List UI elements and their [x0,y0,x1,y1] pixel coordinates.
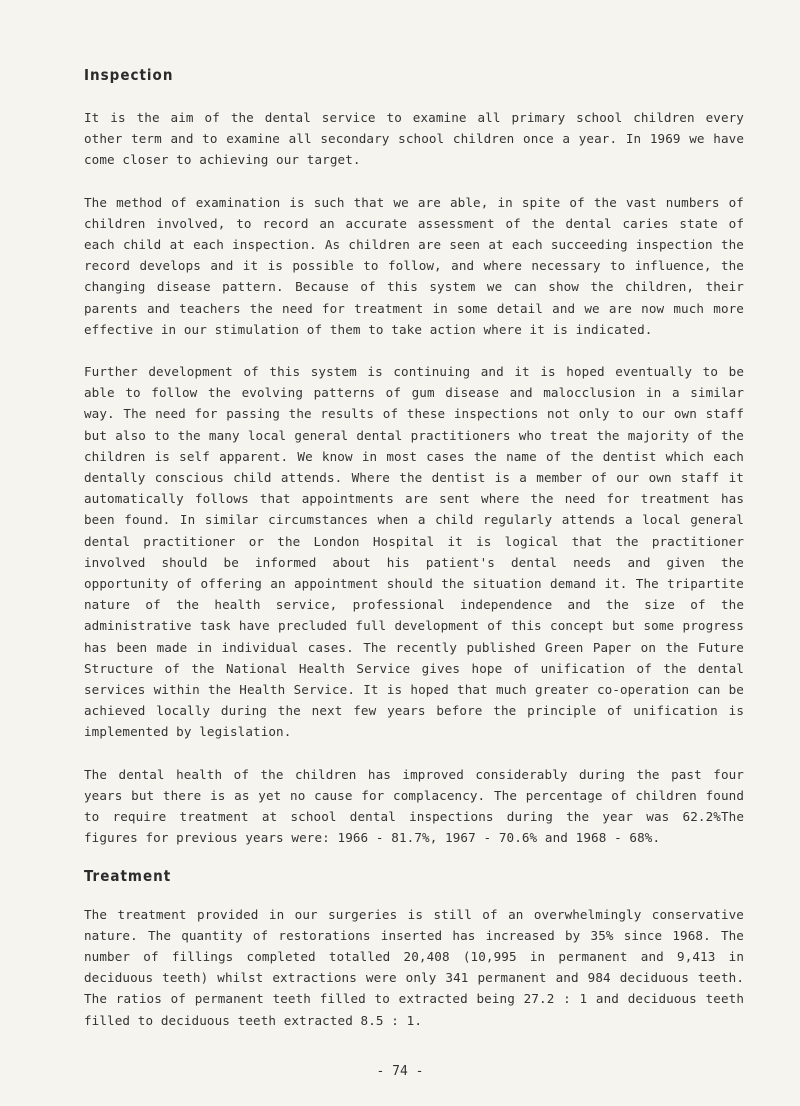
treatment-paragraph-1: The treatment provided in our surgeries is still of an overwhelmingly conservative nature. The quantity of restorations inserted has increased by 35% since 1968. The number of fillings completed totalled 20,408 (10,995 in permanent and 9,413 in deciduous teeth) whilst extractions were only 341 permanent and 984 deciduous teeth. The ratios of permanent teeth filled to extracted being 27.2 : 1 and deciduous teeth filled to deciduous teeth extracted 8.5 : 1. [84,906,744,1028]
inspection-paragraph-4: The dental health of the children has improved considerably during the past four years but there is as yet no cause for complacency. The percentage of children found to require treatment at school dental inspections during the year was 62.2%The figures for previous years were: 1966 - 81.7%, 1967 - 70.6% and 1968 - 68%. [84,766,744,846]
inspection-paragraph-2: The method of examination is such that we are able, in spite of the vast numbers of children involved, to record an accurate assessment of the dental caries state of each child at each inspection. As children are seen at each succeeding inspection the record develops and it is possible to follow, and where necessary to influence, the changing disease pattern. Because of this system we can show the children, their parents and teachers the need for treatment in some detail and we are now much more effective in our stimulation of them to take action where it is indicated. [84,194,744,337]
inspection-paragraph-1: It is the aim of the dental service to examine all primary school children every other term and to examine all secondary school children once a year. In 1969 we have come closer to achieving our target. [84,110,744,168]
inspection-heading: Inspection [84,66,174,84]
treatment-heading: Treatment [84,866,172,885]
inspection-paragraph-3: Further development of this system is continuing and it is hoped eventually to be able to follow the evolving patterns of gum disease and malocclusion in a similar way. The need for passing the results of these inspections not only to our own staff but also to the many local general dental practitioners who treat the majority of the children is self apparent. We know in most cases the name of the dentist which each dentally conscious child attends. Where the dentist is a member of our own staff it automatically follows that appointments are sent where the need for treatment has been found. In similar circumstances when a child regularly attends a local general dental practitioner or the London Hospital it is logical that the practitioner involved should be informed about his patient's dental needs and given the opportunity of offering an appointment should the situation demand it. The tripartite nature of the health service, professional independence and the size of the administrative task have precluded full development of this concept but some progress has been made in individual cases. The recently published Green Paper on the Future Structure of the National Health Service gives hope of unification of the dental services within the Health Service. It is hoped that much greater co-operation can be achieved locally during the next few years before the principle of unification is implemented by legislation. [84,364,744,740]
page-number: - 74 - [376,1064,424,1079]
document-page [84,66,744,1031]
